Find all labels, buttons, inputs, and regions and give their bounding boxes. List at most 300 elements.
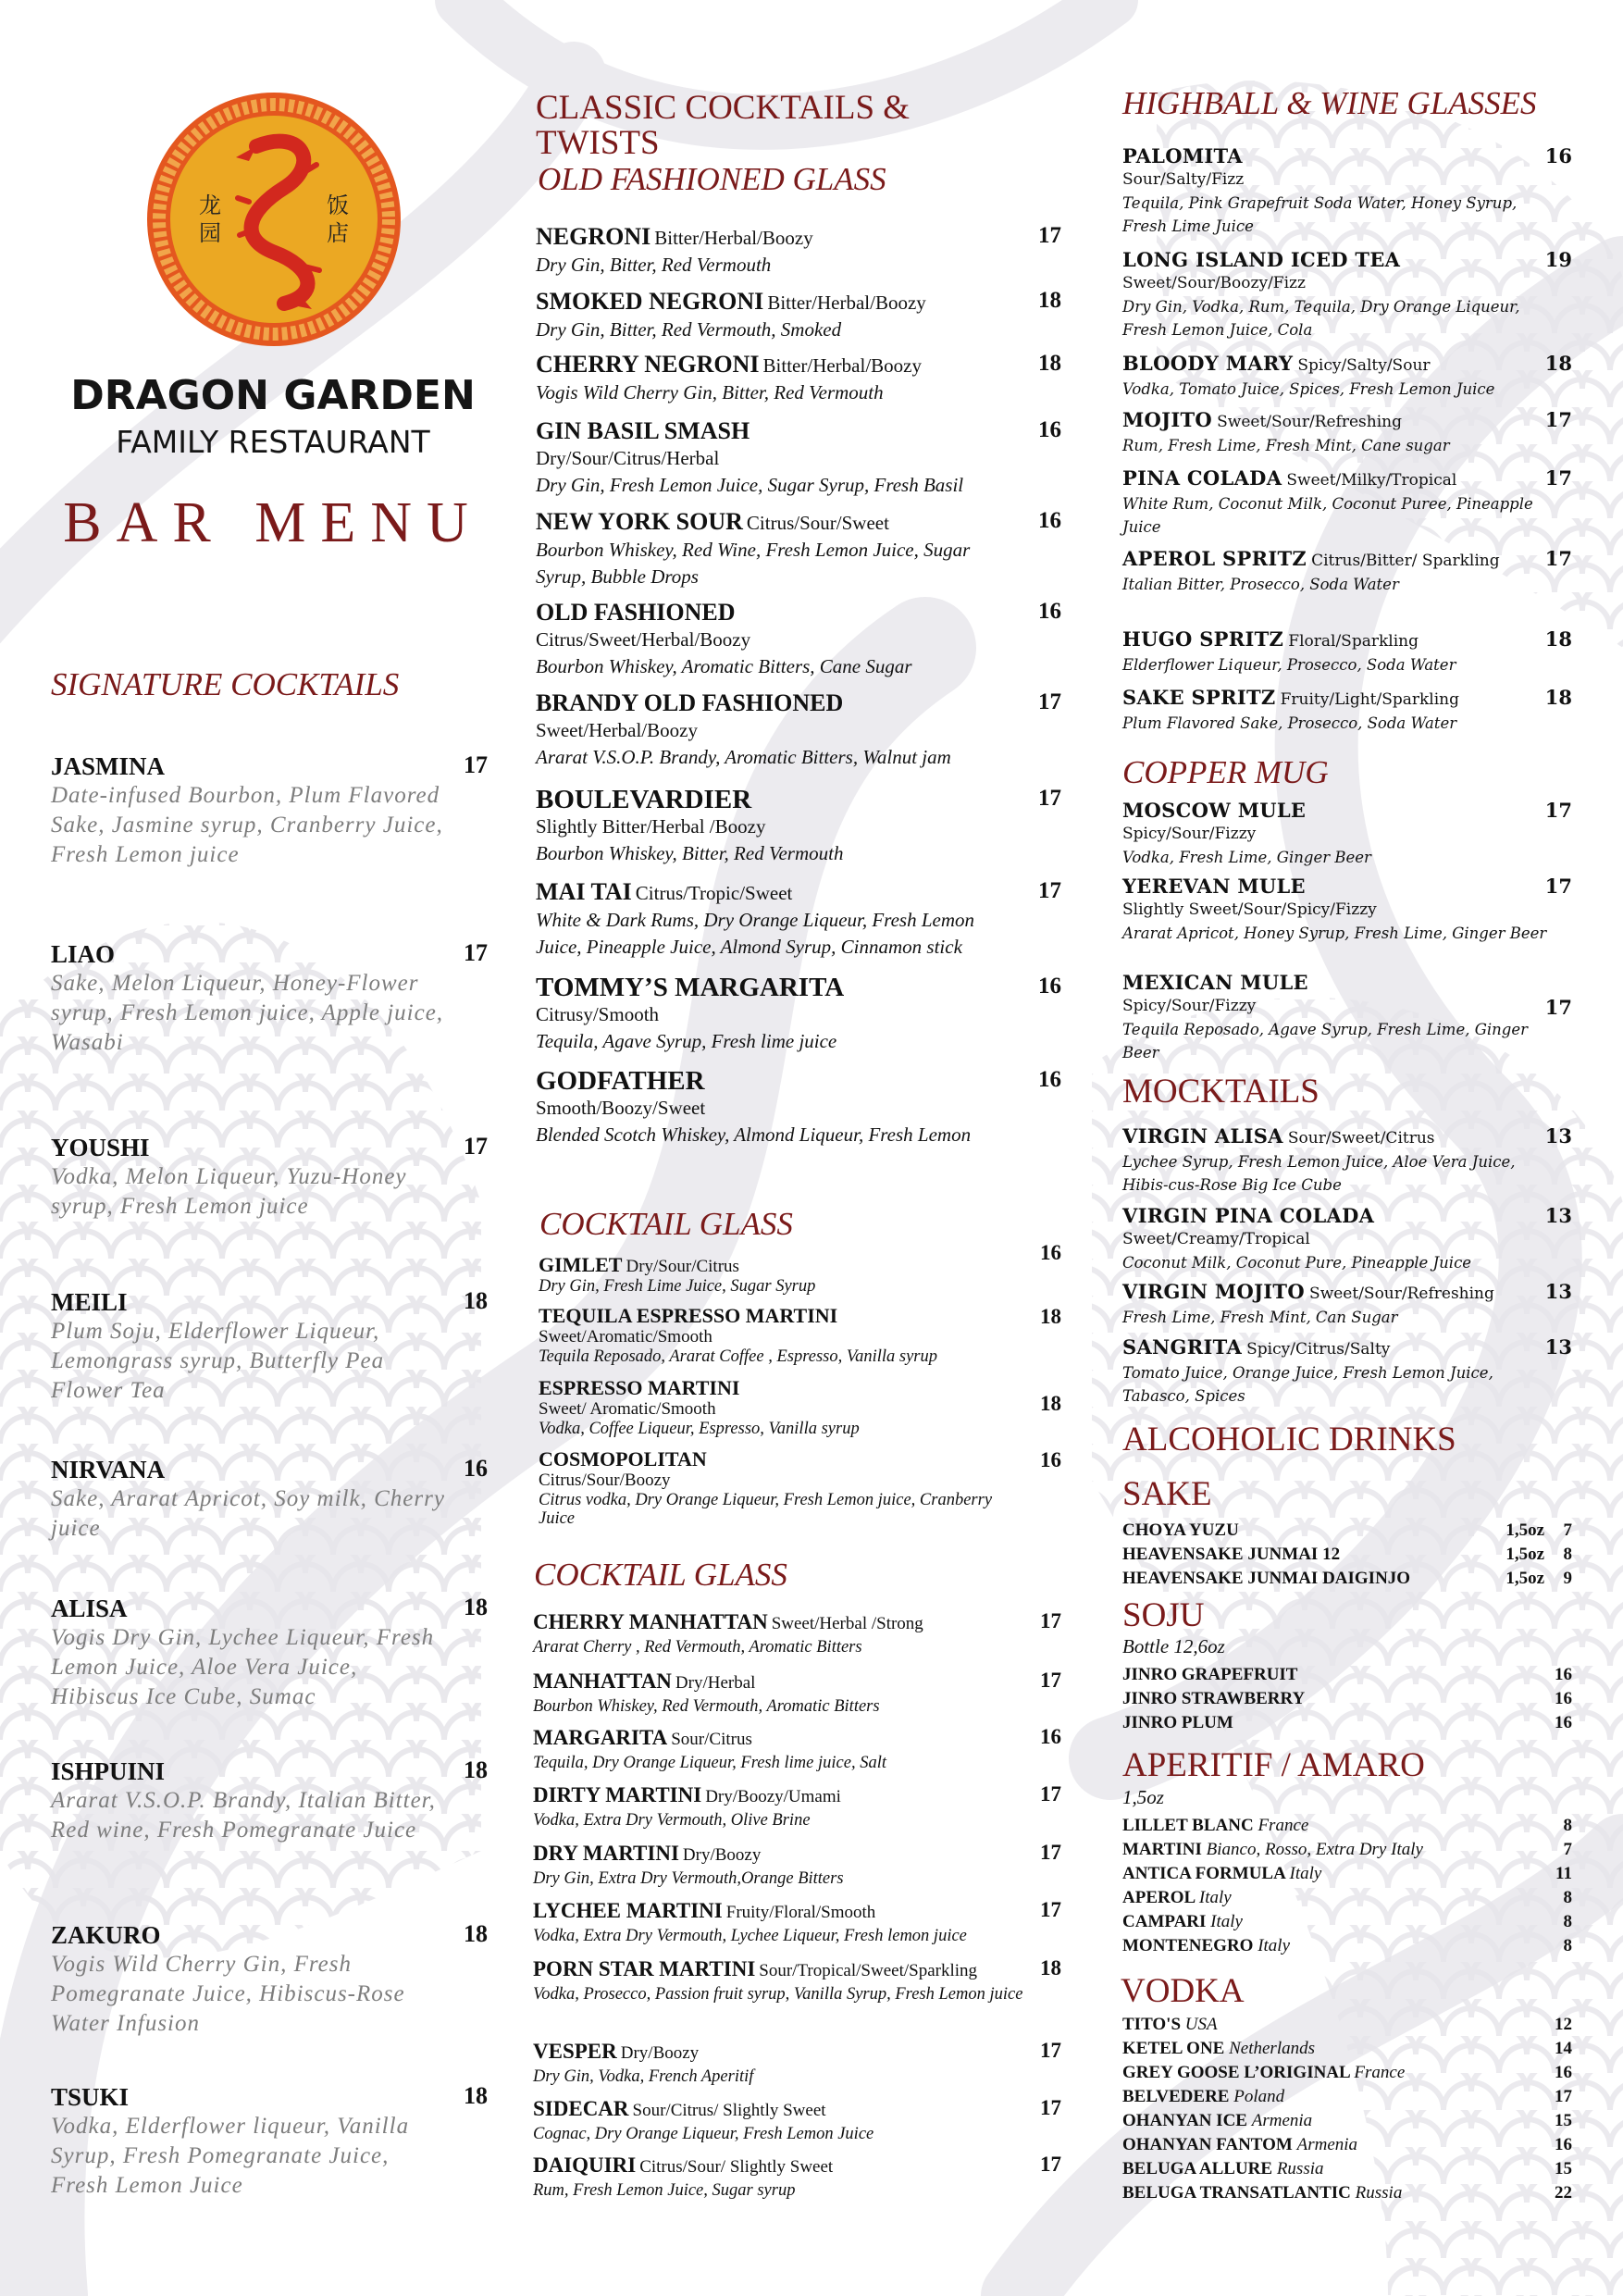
item-price: 13	[1544, 1335, 1572, 1359]
item-price: 17	[464, 939, 488, 966]
menu-item	[533, 1725, 1061, 1775]
menu-title: BAR MENU	[63, 491, 483, 554]
item-price: 17	[1038, 786, 1061, 811]
drink-row	[1122, 1520, 1572, 1542]
item-taste-profile: Sweet/Aromatic/Smooth	[539, 1327, 712, 1347]
menu-item	[533, 1898, 1061, 1948]
drink-name: CAMPARI	[1122, 1912, 1207, 1931]
item-price: 17	[1544, 408, 1572, 431]
item-ingredients: Cognac, Dry Orange Liqueur, Fresh Lemon Juice	[533, 2125, 874, 2143]
menu-item	[533, 1782, 1061, 1832]
item-taste-profile: Citrusy/Smooth	[536, 1003, 660, 1025]
dragon-logo-icon	[145, 91, 403, 348]
item-price: 18	[464, 1287, 488, 1314]
drink-origin: Netherlands	[1229, 2039, 1315, 2058]
drink-origin: USA	[1184, 2015, 1218, 2034]
item-name: TSUKI	[51, 2083, 130, 2111]
drink-price: 12	[1555, 2015, 1572, 2034]
drink-origin: Russia	[1276, 2159, 1324, 2178]
item-name: MEILI	[51, 1288, 128, 1316]
drink-name: HEAVENSAKE JUNMAI DAIGINJO	[1122, 1569, 1411, 1588]
menu-item	[533, 1841, 1061, 1891]
menu-item	[536, 288, 1061, 343]
item-name: TEQUILA ESPRESSO MARTINI	[539, 1304, 838, 1327]
drink-price: 8	[1563, 1545, 1572, 1564]
item-ingredients: Tequila, Dry Orange Liqueur, Fresh lime juice, Salt	[533, 1754, 886, 1772]
menu-item	[536, 417, 1061, 499]
item-name: PINA COLADA	[1122, 466, 1282, 490]
item-taste-profile: Dry/Boozy	[620, 2043, 700, 2063]
item-name: APEROL SPRITZ	[1122, 547, 1307, 570]
logo-char: 店	[327, 222, 349, 246]
drink-price: 16	[1555, 1665, 1572, 1684]
menu-item	[539, 1377, 1061, 1438]
item-taste-profile: Spicy/Sour/Fizzy	[1122, 997, 1257, 1015]
item-name: DAIQUIRI	[533, 2153, 637, 2177]
menu-item	[1122, 144, 1572, 238]
item-name: VIRGIN ALISA	[1122, 1124, 1283, 1148]
item-taste-profile: Bitter/Herbal/Boozy	[654, 227, 813, 249]
drink-row	[1122, 1568, 1572, 1590]
menu-item	[1122, 971, 1572, 1064]
menu-item	[539, 1448, 1061, 1528]
item-price: 17	[1544, 547, 1572, 570]
item-price: 18	[464, 1594, 488, 1620]
item-ingredients: Bourbon Whiskey, Red Wine, Fresh Lemon Juice, Sugar Syrup, Bubble Drops	[536, 539, 971, 588]
menu-item	[533, 2153, 1061, 2203]
drink-row	[1122, 1935, 1572, 1957]
item-ingredients: Tomato Juice, Orange Juice, Fresh Lemon Juice, Tabasco, Spices	[1122, 1364, 1493, 1405]
item-ingredients: Ararat V.S.O.P. Brandy, Aromatic Bitters, Walnut jam	[536, 746, 951, 768]
item-price: 18	[1040, 1392, 1061, 1415]
drink-row	[1122, 2062, 1572, 2084]
drink-row	[1122, 1815, 1572, 1837]
item-taste-profile: Fruity/Floral/Smooth	[725, 1903, 876, 1922]
item-price: 17	[1544, 996, 1572, 1019]
drink-price: 8	[1563, 1888, 1572, 1907]
item-price: 17	[1040, 1898, 1061, 1921]
item-ingredients: Bourbon Whiskey, Aromatic Bitters, Cane Sugar	[536, 655, 912, 677]
item-name: TOMMY’S MARGARITA	[536, 973, 845, 1002]
drink-origin: Italy	[1289, 1864, 1322, 1883]
drink-origin: Armenia	[1296, 2135, 1358, 2154]
drink-name: JINRO GRAPEFRUIT	[1122, 1665, 1298, 1684]
section-title-vodka: VODKA	[1121, 1972, 1245, 2010]
drink-name: CHOYA YUZU	[1122, 1520, 1239, 1540]
item-taste-profile: Slightly Bitter/Herbal /Boozy	[536, 815, 766, 838]
item-price: 17	[1038, 223, 1061, 248]
item-name: PORN STAR MARTINI	[533, 1957, 756, 1980]
item-taste-profile: Sour/Tropical/Sweet/Sparkling	[759, 1961, 978, 1980]
item-price: 17	[1544, 799, 1572, 822]
item-taste-profile: Dry/Boozy	[682, 1845, 762, 1865]
drink-origin: Bianco, Rosso, Extra Dry Italy	[1206, 1840, 1423, 1859]
item-name: ALISA	[51, 1595, 128, 1622]
drink-name: JINRO PLUM	[1122, 1713, 1233, 1732]
item-name: LIAO	[51, 940, 116, 968]
section-title-copper-mug: COPPER MUG	[1122, 754, 1329, 790]
drink-origin: France	[1258, 1816, 1309, 1835]
item-name: CHERRY MANHATTAN	[533, 1610, 768, 1633]
item-name: VIRGIN PINA COLADA	[1122, 1204, 1375, 1227]
item-taste-profile: Dry/Herbal	[675, 1673, 756, 1693]
item-taste-profile: Sweet/Creamy/Tropical	[1122, 1230, 1310, 1248]
item-taste-profile: Sweet/Sour/Boozy/Fizz	[1122, 274, 1306, 292]
drink-price: 8	[1563, 1936, 1572, 1955]
item-taste-profile: Sour/Citrus	[671, 1730, 752, 1749]
item-ingredients: Ararat Cherry , Red Vermouth, Aromatic Bitters	[533, 1638, 862, 1657]
item-name: SAKE SPRITZ	[1122, 686, 1276, 709]
item-ingredients: Sake, Melon Liqueur, Honey-Flower syrup, Fresh Lemon juice, Apple juice, Wasabi	[51, 971, 444, 1055]
item-ingredients: Vogis Dry Gin, Lychee Liqueur, Fresh Lemon Juice, Aloe Vera Juice, Hibiscus Ice Cube, Sumac	[51, 1625, 435, 1709]
item-price: 18	[1544, 352, 1572, 375]
item-name: PALOMITA	[1122, 144, 1243, 168]
item-name: DRY MARTINI	[533, 1842, 679, 1865]
drink-price: 7	[1563, 1520, 1572, 1540]
item-price: 16	[1038, 599, 1061, 624]
drink-name: TITO'S	[1122, 2015, 1182, 2034]
item-ingredients: Dry Gin, Fresh Lime Juice, Sugar Syrup	[539, 1277, 816, 1296]
item-name: VESPER	[533, 2040, 617, 2063]
item-taste-profile: Dry/Sour/Citrus/Herbal	[536, 447, 720, 469]
item-name: ESPRESSO MARTINI	[539, 1376, 740, 1399]
item-price: 19	[1544, 248, 1572, 271]
item-ingredients: Dry Gin, Vodka, French Aperitif	[533, 2067, 754, 2086]
menu-item	[1122, 352, 1572, 401]
item-ingredients: Lychee Syrup, Fresh Lemon Juice, Aloe Vera Juice, Hibis-cus-Rose Big Ice Cube	[1122, 1153, 1516, 1194]
item-name: SIDECAR	[533, 2097, 629, 2120]
item-ingredients: Vodka, Melon Liqueur, Yuzu-Honey syrup, Fresh Lemon juice	[51, 1164, 407, 1219]
item-name: NEGRONI	[536, 223, 651, 250]
drink-name: BELUGA TRANSATLANTIC	[1122, 2183, 1351, 2203]
drink-origin: Italy	[1210, 1912, 1243, 1931]
item-name: GIMLET	[539, 1253, 623, 1276]
item-taste-profile: Dry/Sour/Citrus	[626, 1257, 739, 1276]
menu-item	[533, 1669, 1061, 1719]
item-taste-profile: Spicy/Citrus/Salty	[1246, 1340, 1391, 1359]
item-price: 17	[1038, 689, 1061, 714]
item-name: HUGO SPRITZ	[1122, 627, 1284, 651]
drink-name: ANTICA FORMULA	[1122, 1864, 1285, 1883]
menu-item	[539, 1241, 1061, 1296]
item-ingredients: Plum Flavored Sake, Prosecco, Soda Water	[1122, 714, 1457, 732]
item-name: MEXICAN MULE	[1122, 971, 1308, 994]
drink-row	[1122, 2110, 1572, 2132]
menu-item	[51, 2082, 488, 2201]
item-price: 18	[1040, 1956, 1061, 1980]
drink-row	[1122, 1887, 1572, 1909]
item-ingredients: Italian Bitter, Prosecco, Soda Water	[1122, 576, 1399, 593]
item-ingredients: Vodka, Tomato Juice, Spices, Fresh Lemon Juice	[1122, 380, 1495, 398]
section-title-mocktails: MOCKTAILS	[1122, 1073, 1319, 1111]
item-taste-profile: Citrus/Bitter/ Sparkling	[1311, 552, 1500, 570]
item-price: 18	[464, 2082, 488, 2109]
drink-row	[1122, 2086, 1572, 2108]
drink-origin: Italy	[1258, 1936, 1291, 1955]
item-ingredients: Tequila, Pink Grapefruit Soda Water, Honey Syrup, Fresh Lime Juice	[1122, 194, 1518, 235]
restaurant-logo	[145, 91, 403, 348]
item-ingredients: Dry Gin, Bitter, Red Vermouth	[536, 254, 772, 276]
item-name: JASMINA	[51, 752, 166, 780]
menu-item	[533, 1956, 1061, 2006]
drink-price: 9	[1563, 1569, 1572, 1588]
item-ingredients: Tequila Reposado, Agave Syrup, Fresh Lime, Ginger Beer	[1122, 1021, 1528, 1061]
item-ingredients: Elderflower Liqueur, Prosecco, Soda Water	[1122, 656, 1456, 674]
menu-item	[536, 786, 1061, 867]
item-price: 17	[1040, 1782, 1061, 1806]
item-ingredients: Vodka, Fresh Lime, Ginger Beer	[1122, 849, 1371, 866]
drink-price: 16	[1555, 2063, 1572, 2082]
item-price: 18	[1038, 288, 1061, 313]
menu-item	[1122, 408, 1572, 457]
drink-name: JINRO STRAWBERRY	[1122, 1689, 1306, 1708]
menu-item	[536, 351, 1061, 406]
drink-name: LILLET BLANC	[1122, 1816, 1254, 1835]
restaurant-subtitle: FAMILY RESTAURANT	[116, 424, 430, 460]
drink-price: 11	[1555, 1864, 1572, 1883]
drink-row	[1122, 1839, 1572, 1861]
drink-price: 16	[1555, 1713, 1572, 1732]
item-name: MAI TAI	[536, 878, 632, 905]
menu-item	[536, 689, 1061, 771]
menu-item	[533, 1609, 1061, 1659]
item-taste-profile: Smooth/Boozy/Sweet	[536, 1097, 706, 1119]
item-ingredients: White Rum, Coconut Milk, Coconut Puree, Pineapple Juice	[1122, 495, 1533, 536]
section-title-alcoholic: ALCOHOLIC DRINKS	[1122, 1421, 1456, 1458]
item-taste-profile: Dry/Boozy/Umami	[705, 1787, 841, 1806]
drink-size: 1,5oz	[1505, 1520, 1544, 1540]
item-ingredients: Rum, Fresh Lime, Fresh Mint, Cane sugar	[1122, 437, 1450, 454]
item-ingredients: Tequila, Agave Syrup, Fresh lime juice	[536, 1030, 837, 1052]
menu-item	[1122, 1280, 1572, 1329]
section-title-sake: SAKE	[1122, 1475, 1212, 1513]
item-taste-profile: Citrus/Sour/ Slightly Sweet	[639, 2157, 834, 2177]
drink-row	[1122, 2182, 1572, 2204]
item-taste-profile: Spicy/Sour/Fizzy	[1122, 825, 1257, 843]
menu-item	[536, 1067, 1061, 1148]
item-taste-profile: Sweet/ Aromatic/Smooth	[539, 1399, 716, 1419]
drink-name: KETEL ONE	[1122, 2039, 1225, 2058]
item-ingredients: Plum Soju, Elderflower Liqueur, Lemongrass syrup, Butterfly Pea Flower Tea	[51, 1319, 385, 1403]
item-name: MOJITO	[1122, 408, 1213, 431]
item-price: 16	[464, 1455, 488, 1482]
aperitif-serving-size: 1,5oz	[1122, 1786, 1164, 1808]
menu-item	[1122, 799, 1572, 869]
item-ingredients: Fresh Lime, Fresh Mint, Can Sugar	[1122, 1309, 1398, 1326]
item-price: 13	[1544, 1124, 1572, 1148]
item-name: SANGRITA	[1122, 1335, 1243, 1359]
item-ingredients: Dry Gin, Vodka, Rum, Tequila, Dry Orange Liqueur, Fresh Lemon Juice, Cola	[1122, 298, 1520, 339]
drink-row	[1122, 1712, 1572, 1734]
item-name: ZAKURO	[51, 1921, 161, 1949]
item-ingredients: Vogis Wild Cherry Gin, Bitter, Red Vermouth	[536, 381, 884, 403]
item-ingredients: Rum, Fresh Lemon Juice, Sugar syrup	[533, 2181, 796, 2200]
section-title-cocktail-glass-1: COCKTAIL GLASS	[539, 1206, 793, 1242]
drink-name: APEROL	[1122, 1888, 1196, 1907]
item-price: 16	[1544, 144, 1572, 168]
section-title-aperitif: APERITIF / AMARO	[1122, 1746, 1425, 1784]
item-name: LONG ISLAND ICED TEA	[1122, 248, 1401, 271]
item-price: 18	[1040, 1305, 1061, 1328]
item-taste-profile: Sweet/Herbal /Strong	[771, 1614, 923, 1633]
drink-name: OHANYAN FANTOM	[1122, 2135, 1293, 2154]
item-name: NIRVANA	[51, 1456, 166, 1483]
menu-item	[51, 1455, 488, 1544]
item-taste-profile: Citrus/Tropic/Sweet	[635, 882, 793, 904]
item-ingredients: White & Dark Rums, Dry Orange Liqueur, Fresh Lemon Juice, Pineapple Juice, Almond Syrup, Cinnamon stick	[536, 909, 975, 958]
drink-price: 15	[1555, 2111, 1572, 2130]
item-name: CHERRY NEGRONI	[536, 351, 760, 378]
menu-item	[539, 1305, 1061, 1366]
item-ingredients: Bourbon Whiskey, Red Vermouth, Aromatic Bitters	[533, 1697, 880, 1716]
item-ingredients: Ararat Apricot, Honey Syrup, Fresh Lime, Ginger Beer	[1122, 925, 1547, 942]
item-name: MANHATTAN	[533, 1669, 672, 1693]
item-ingredients: Dry Gin, Fresh Lemon Juice, Sugar Syrup, Fresh Basil	[536, 474, 964, 496]
menu-item	[1122, 627, 1572, 676]
drink-row	[1122, 2014, 1572, 2036]
item-price: 16	[1038, 974, 1061, 999]
menu-item	[1122, 547, 1572, 596]
item-taste-profile: Fruity/Light/Sparkling	[1280, 690, 1460, 709]
item-ingredients: Ararat V.S.O.P. Brandy, Italian Bitter, Red wine, Fresh Pomegranate Juice	[51, 1788, 436, 1843]
drink-row	[1122, 2038, 1572, 2060]
item-price: 17	[1040, 1609, 1061, 1632]
drink-origin: France	[1354, 2063, 1406, 2082]
section-title-classic-2: TWISTS	[536, 124, 660, 162]
logo-char: 园	[199, 222, 221, 246]
item-taste-profile: Sour/Citrus/ Slightly Sweet	[632, 2101, 826, 2120]
item-ingredients: Vogis Wild Cherry Gin, Fresh Pomegranate Juice, Hibiscus-Rose Water Infusion	[51, 1952, 405, 2036]
drink-price: 17	[1555, 2087, 1572, 2106]
item-taste-profile: Sweet/Milky/Tropical	[1286, 471, 1457, 490]
drink-price: 16	[1555, 1689, 1572, 1708]
item-taste-profile: Sour/Sweet/Citrus	[1287, 1129, 1435, 1148]
menu-item	[536, 878, 1061, 961]
item-ingredients: Dry Gin, Bitter, Red Vermouth, Smoked	[536, 318, 842, 341]
drink-origin: Russia	[1355, 2183, 1403, 2203]
item-taste-profile: Bitter/Herbal/Boozy	[762, 354, 922, 377]
item-price: 17	[1040, 2153, 1061, 2176]
drink-name: OHANYAN ICE	[1122, 2111, 1247, 2130]
item-ingredients: Tequila Reposado, Ararat Coffee , Espresso, Vanilla syrup	[539, 1347, 937, 1366]
item-name: DIRTY MARTINI	[533, 1783, 702, 1806]
item-price: 16	[1038, 508, 1061, 533]
item-price: 18	[464, 1920, 488, 1947]
item-taste-profile: Sour/Salty/Fizz	[1122, 170, 1245, 189]
drink-size: 1,5oz	[1505, 1545, 1544, 1564]
item-ingredients: Bourbon Whiskey, Bitter, Red Vermouth	[536, 842, 844, 864]
item-name: VIRGIN MOJITO	[1122, 1280, 1305, 1303]
menu-item	[536, 508, 1061, 590]
drink-name: MONTENEGRO	[1122, 1936, 1254, 1955]
item-price: 17	[1040, 2039, 1061, 2062]
drink-price: 15	[1555, 2159, 1572, 2178]
menu-item	[51, 1287, 488, 1406]
item-taste-profile: Spicy/Salty/Sour	[1297, 356, 1431, 375]
item-taste-profile: Sweet/Sour/Refreshing	[1217, 413, 1402, 431]
item-price: 17	[1038, 878, 1061, 903]
menu-item	[1122, 1204, 1572, 1274]
item-name: GIN BASIL SMASH	[536, 417, 750, 444]
item-name: LYCHEE MARTINI	[533, 1899, 723, 1922]
item-taste-profile: Citrus/Sour/Boozy	[539, 1471, 671, 1490]
section-title-classic: CLASSIC COCKTAILS &	[536, 89, 911, 127]
menu-item	[51, 751, 488, 870]
item-ingredients: Sake, Ararat Apricot, Soy milk, Cherry juice	[51, 1486, 445, 1541]
drink-name: GREY GOOSE L’ORIGINAL	[1122, 2063, 1350, 2082]
drink-price: 22	[1555, 2183, 1572, 2203]
logo-char: 饭	[327, 194, 349, 218]
item-price: 16	[1040, 1725, 1061, 1748]
item-ingredients: Citrus vodka, Dry Orange Liqueur, Fresh Lemon juice, Cranberry Juice	[539, 1491, 993, 1528]
drink-row	[1122, 2158, 1572, 2180]
drink-row	[1122, 1544, 1572, 1566]
menu-item	[536, 599, 1061, 680]
item-name: YOUSHI	[51, 1134, 150, 1161]
item-taste-profile: Slightly Sweet/Sour/Spicy/Fizzy	[1122, 900, 1377, 919]
item-name: BLOODY MARY	[1122, 352, 1294, 375]
item-price: 18	[1544, 627, 1572, 651]
menu-item	[536, 223, 1061, 279]
drink-name: HEAVENSAKE JUNMAI 12	[1122, 1545, 1341, 1564]
drink-name: BELUGA ALLURE	[1122, 2159, 1273, 2178]
item-price: 18	[464, 1756, 488, 1783]
item-price: 16	[1040, 1448, 1061, 1471]
item-name: ISHPUINI	[51, 1757, 166, 1785]
item-price: 16	[1038, 1067, 1061, 1092]
item-taste-profile: Floral/Sparkling	[1288, 632, 1419, 651]
drink-row	[1122, 2134, 1572, 2156]
item-price: 17	[1040, 2096, 1061, 2119]
drink-row	[1122, 1863, 1572, 1885]
menu-item	[533, 2096, 1061, 2146]
menu-item	[1122, 686, 1572, 735]
drink-origin: Armenia	[1251, 2111, 1313, 2130]
item-name: BRANDY OLD FASHIONED	[536, 689, 844, 716]
menu-item	[1122, 875, 1572, 945]
restaurant-name: DRAGON GARDEN	[70, 372, 476, 419]
item-name: COSMOPOLITAN	[539, 1447, 707, 1471]
item-price: 17	[464, 751, 488, 778]
section-title-highball: HIGHBALL & WINE GLASSES	[1122, 85, 1537, 121]
drink-price: 16	[1555, 2135, 1572, 2154]
logo-char: 龙	[199, 194, 221, 218]
item-name: MOSCOW MULE	[1122, 799, 1307, 822]
item-price: 16	[1038, 417, 1061, 442]
menu-item	[1122, 248, 1572, 341]
item-name: OLD FASHIONED	[536, 599, 736, 626]
item-taste-profile: Sweet/Herbal/Boozy	[536, 719, 698, 741]
item-price: 16	[1040, 1241, 1061, 1264]
item-price: 17	[464, 1133, 488, 1160]
item-taste-profile: Citrus/Sweet/Herbal/Boozy	[536, 628, 751, 651]
item-ingredients: Coconut Milk, Coconut Pure, Pineapple Juice	[1122, 1254, 1472, 1272]
drink-price: 8	[1563, 1912, 1572, 1931]
menu-item	[51, 1133, 488, 1222]
menu-item	[51, 939, 488, 1058]
menu-item	[536, 974, 1061, 1055]
item-ingredients: Date-infused Bourbon, Plum Flavored Sake, Jasmine syrup, Cranberry Juice, Fresh Lemon juice	[51, 783, 443, 867]
item-ingredients: Vodka, Elderflower liqueur, Vanilla Syrup, Fresh Pomegranate Juice, Fresh Lemon Juice	[51, 2114, 410, 2198]
item-ingredients: Vodka, Coffee Liqueur, Espresso, Vanilla syrup	[539, 1420, 860, 1438]
drink-name: MARTINI	[1122, 1840, 1202, 1859]
section-subtitle-old-fashioned: OLD FASHIONED GLASS	[538, 161, 886, 197]
drink-origin: Italy	[1198, 1888, 1232, 1907]
section-title-cocktail-glass-2: COCKTAIL GLASS	[534, 1557, 787, 1593]
item-taste-profile: Bitter/Herbal/Boozy	[767, 292, 926, 314]
section-title-signature: SIGNATURE COCKTAILS	[51, 666, 400, 702]
drink-price: 8	[1563, 1816, 1572, 1835]
